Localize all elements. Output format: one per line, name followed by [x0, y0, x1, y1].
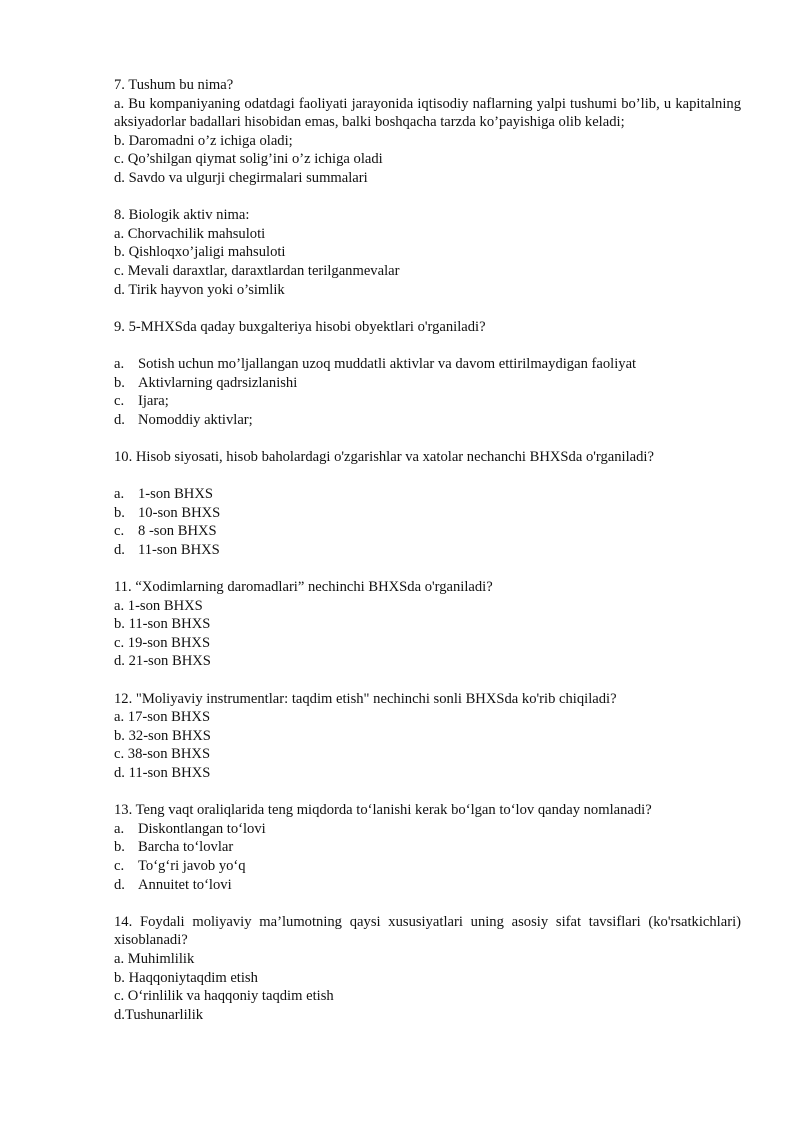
answer-option: c. Qo’shilgan qiymat solig’ini o’z ichiga oladi: [114, 151, 383, 168]
option-letter: b.: [114, 504, 125, 521]
option-text: Diskontlangan to‘lovi: [138, 820, 266, 837]
answer-option: [114, 876, 741, 895]
answer-option: a. 1-son BHXS: [114, 597, 203, 614]
answer-option: [114, 820, 741, 839]
answer-option: c. O‘rinlilik va haqqoniy taqdim etish: [114, 988, 334, 1005]
option-text: Annuitet to‘lovi: [138, 876, 232, 893]
answer-option: b. 11-son BHXS: [114, 616, 211, 633]
question-title: 13. Teng vaqt oraliqlarida teng miqdorda to‘lanishi kerak bo‘lgan to‘lov qanday nomlanadi?: [114, 802, 652, 819]
question-title: 8. Biologik aktiv nima:: [114, 207, 250, 224]
answer-option: c. Mevali daraxtlar, daraxtlardan terilganmevalar: [114, 262, 400, 279]
option-text: 1-son BHXS: [138, 486, 214, 503]
option-letter: a.: [114, 820, 125, 837]
question-11: [114, 578, 741, 671]
answer-option: a. Chorvachilik mahsuloti: [114, 225, 266, 242]
question-8: [114, 206, 741, 299]
question-14: [114, 913, 741, 1025]
answer-option: [114, 838, 741, 857]
answer-option: c. 19-son BHXS: [114, 634, 211, 651]
answer-option: [114, 374, 741, 393]
answer-option: d. Savdo va ulgurji chegirmalari summalari: [114, 169, 368, 186]
option-letter: d.: [114, 876, 125, 893]
question-7: [114, 76, 741, 188]
answer-option: [114, 392, 741, 411]
option-letter: c.: [114, 857, 125, 874]
question-title: 11. “Xodimlarning daromadlari” nechinchi BHXSda o'rganiladi?: [114, 579, 493, 596]
answer-option: c. 38-son BHXS: [114, 746, 211, 763]
option-letter: c.: [114, 523, 125, 540]
answer-option: a. 17-son BHXS: [114, 709, 211, 726]
answer-option: d. 21-son BHXS: [114, 653, 211, 670]
question-9: [114, 318, 741, 430]
document-page: [114, 76, 741, 1043]
answer-option: d. Tirik hayvon yoki o’simlik: [114, 281, 285, 298]
answer-option: a. Muhimlilik: [114, 950, 195, 967]
answer-option: [114, 411, 741, 430]
option-letter: c.: [114, 393, 125, 410]
option-letter: b.: [114, 839, 125, 856]
answer-option: [114, 485, 741, 504]
answer-option: b. Qishloqxo’jaligi mahsuloti: [114, 244, 286, 261]
option-text: Ijara;: [138, 393, 169, 410]
question-title: 14. Foydali moliyaviy ma’lumotning qaysi xususiyatlari uning asosiy sifat tavsiflari (ko'rsatkichlari) xisoblanadi?: [114, 913, 741, 949]
answer-option: [114, 355, 741, 374]
answer-option: b. Haqqoniytaqdim etish: [114, 969, 258, 986]
answer-option: d.Tushunarlilik: [114, 1006, 204, 1023]
answer-option: [114, 504, 741, 523]
answer-option: d. 11-son BHXS: [114, 764, 211, 781]
question-title: 7. Tushum bu nima?: [114, 77, 234, 93]
question-title: 9. 5-MHXSda qaday buxgalteriya hisobi obyektlari o'rganiladi?: [114, 318, 486, 335]
answer-option: [114, 522, 741, 541]
option-text: To‘g‘ri javob yo‘q: [138, 857, 246, 874]
option-text: 11-son BHXS: [138, 541, 220, 558]
option-letter: d.: [114, 541, 125, 558]
option-letter: a.: [114, 486, 125, 503]
option-letter: a.: [114, 355, 125, 372]
question-10: [114, 448, 741, 560]
option-letter: d.: [114, 411, 125, 428]
option-text: Sotish uchun mo’ljallangan uzoq muddatli aktivlar va davom ettirilmaydigan faoliyat: [138, 355, 637, 372]
option-letter: b.: [114, 374, 125, 391]
question-title: 10. Hisob siyosati, hisob baholardagi o'zgarishlar va xatolar nechanchi BHXSda o'rganiladi?: [114, 448, 654, 465]
question-title: 12. "Moliyaviy instrumentlar: taqdim etish" nechinchi sonli BHXSda ko'rib chiqiladi?: [114, 690, 617, 707]
answer-option: b. Daromadni o’z ichiga oladi;: [114, 132, 293, 149]
question-13: [114, 801, 741, 894]
answer-option: [114, 541, 741, 560]
option-text: Aktivlarning qadrsizlanishi: [138, 374, 298, 391]
question-12: [114, 690, 741, 783]
option-text: 10-son BHXS: [138, 504, 221, 521]
answer-option: a. Bu kompaniyaning odatdagi faoliyati jarayonida iqtisodiy naflarning yalpi tushumi bo’lib, u kapitalning aksiyadorlar badallari hisobidan emas, balki boshqacha tarzda ko’payishiga olib keladi;: [114, 95, 741, 131]
answer-option: b. 32-son BHXS: [114, 727, 211, 744]
answer-option: [114, 857, 741, 876]
option-text: 8 -son BHXS: [138, 523, 217, 540]
option-text: Nomoddiy aktivlar;: [138, 411, 253, 428]
option-text: Barcha to‘lovlar: [138, 839, 234, 856]
